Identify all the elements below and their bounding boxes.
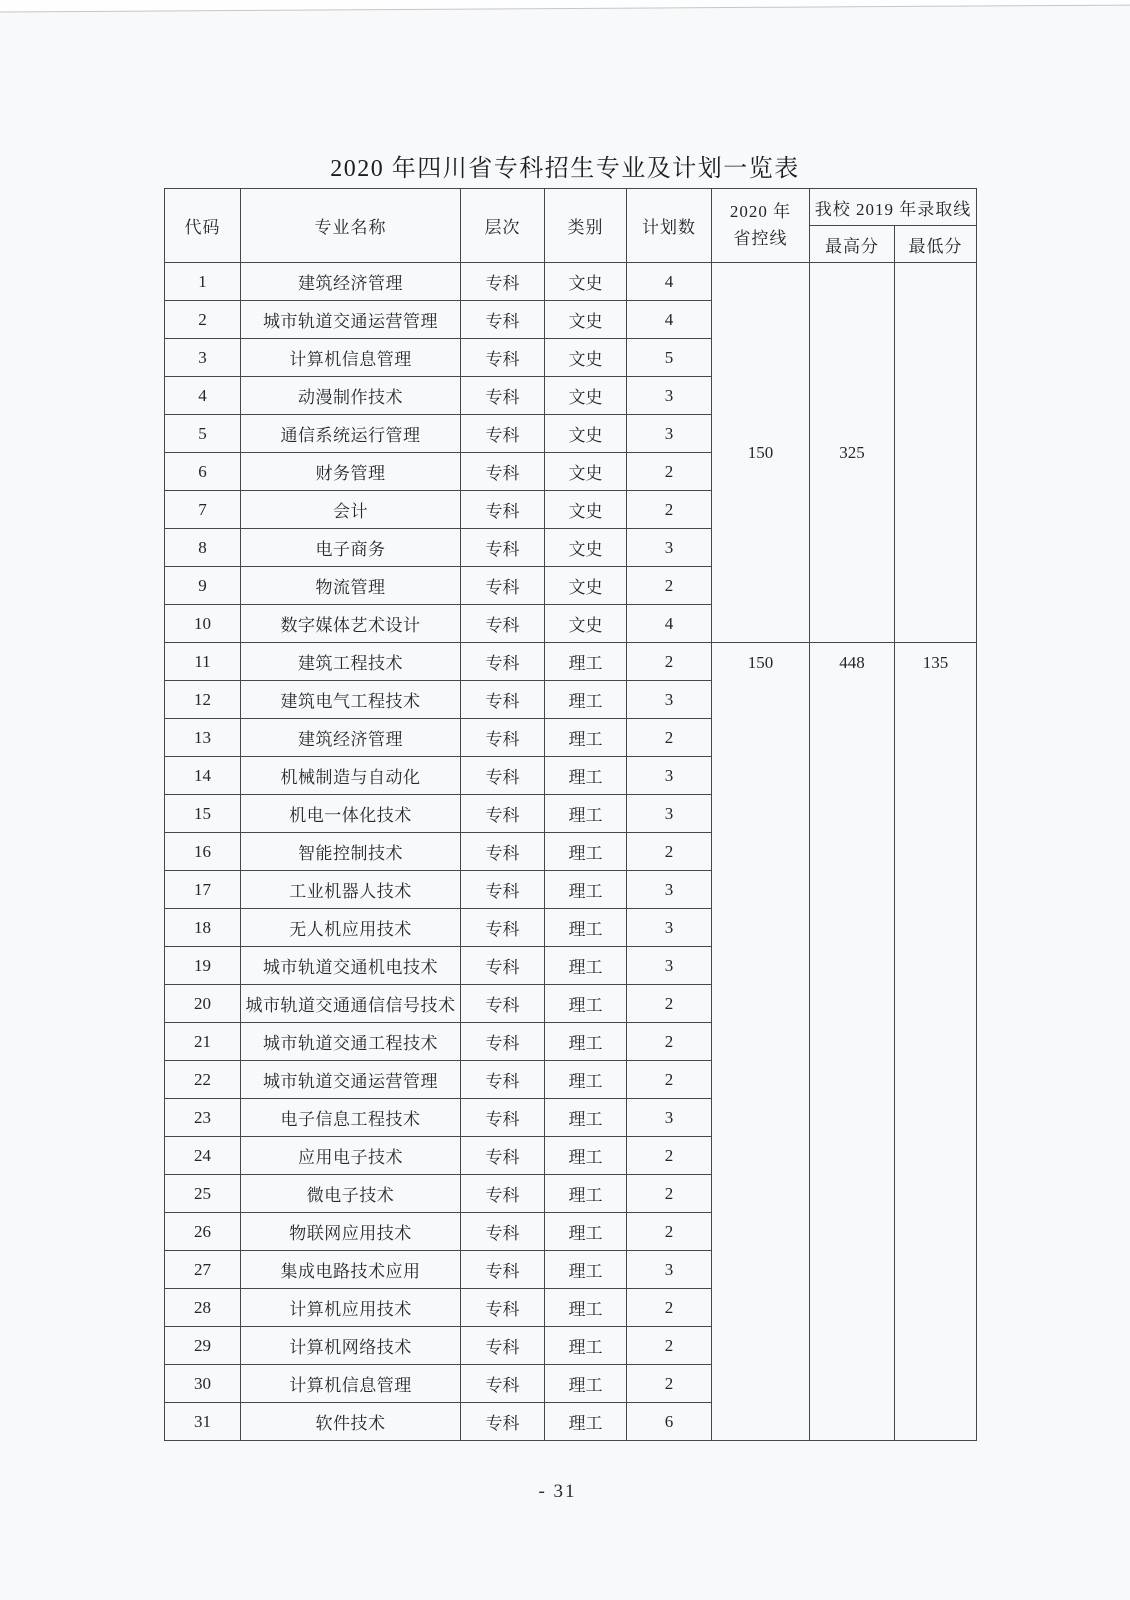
cell-code: 3 <box>165 339 241 377</box>
cell-plan: 2 <box>627 985 712 1023</box>
cell-category: 理工 <box>545 681 627 719</box>
cell-category: 理工 <box>545 947 627 985</box>
cell-category: 理工 <box>545 719 627 757</box>
cell-major: 计算机信息管理 <box>241 339 461 377</box>
cell-plan: 2 <box>627 453 712 491</box>
cell-plan: 3 <box>627 757 712 795</box>
cell-level: 专科 <box>461 719 545 757</box>
cell-code: 26 <box>165 1213 241 1251</box>
cell-major: 动漫制作技术 <box>241 377 461 415</box>
cell-major: 财务管理 <box>241 453 461 491</box>
cell-plan: 2 <box>627 643 712 681</box>
cell-major: 城市轨道交通工程技术 <box>241 1023 461 1061</box>
cell-category: 文史 <box>545 491 627 529</box>
cell-category: 理工 <box>545 1099 627 1137</box>
cell-category: 文史 <box>545 529 627 567</box>
cell-group-control_line: 150 <box>712 643 810 1441</box>
cell-major: 建筑电气工程技术 <box>241 681 461 719</box>
cell-code: 10 <box>165 605 241 643</box>
cell-major: 建筑经济管理 <box>241 263 461 301</box>
cell-category: 理工 <box>545 643 627 681</box>
cell-level: 专科 <box>461 1213 545 1251</box>
cell-major: 会计 <box>241 491 461 529</box>
cell-category: 理工 <box>545 1327 627 1365</box>
cell-plan: 3 <box>627 1251 712 1289</box>
cell-code: 24 <box>165 1137 241 1175</box>
cell-plan: 2 <box>627 1365 712 1403</box>
cell-code: 4 <box>165 377 241 415</box>
cell-plan: 3 <box>627 415 712 453</box>
cell-major: 计算机应用技术 <box>241 1289 461 1327</box>
cell-level: 专科 <box>461 1327 545 1365</box>
cell-level: 专科 <box>461 1137 545 1175</box>
cell-level: 专科 <box>461 909 545 947</box>
cell-level: 专科 <box>461 263 545 301</box>
cell-major: 应用电子技术 <box>241 1137 461 1175</box>
cell-major: 城市轨道交通机电技术 <box>241 947 461 985</box>
cell-code: 31 <box>165 1403 241 1441</box>
cell-level: 专科 <box>461 795 545 833</box>
cell-level: 专科 <box>461 567 545 605</box>
cell-category: 理工 <box>545 1251 627 1289</box>
cell-level: 专科 <box>461 605 545 643</box>
cell-code: 7 <box>165 491 241 529</box>
cell-major: 城市轨道交通运营管理 <box>241 301 461 339</box>
cell-major: 通信系统运行管理 <box>241 415 461 453</box>
cell-plan: 4 <box>627 263 712 301</box>
cell-code: 11 <box>165 643 241 681</box>
cell-level: 专科 <box>461 339 545 377</box>
cell-category: 理工 <box>545 1023 627 1061</box>
cell-code: 17 <box>165 871 241 909</box>
cell-plan: 2 <box>627 1175 712 1213</box>
cell-category: 文史 <box>545 415 627 453</box>
cell-major: 微电子技术 <box>241 1175 461 1213</box>
cell-category: 文史 <box>545 301 627 339</box>
cell-code: 18 <box>165 909 241 947</box>
header-control-line <box>712 189 810 263</box>
scan-edge-artifact <box>0 0 1130 13</box>
cell-plan: 3 <box>627 871 712 909</box>
cell-level: 专科 <box>461 1023 545 1061</box>
cell-major: 工业机器人技术 <box>241 871 461 909</box>
header-level: 层次 <box>461 189 545 263</box>
cell-code: 22 <box>165 1061 241 1099</box>
cell-plan: 3 <box>627 795 712 833</box>
cell-code: 6 <box>165 453 241 491</box>
table-row <box>165 263 977 301</box>
cell-code: 28 <box>165 1289 241 1327</box>
cell-category: 理工 <box>545 1213 627 1251</box>
cell-plan: 3 <box>627 529 712 567</box>
cell-major: 软件技术 <box>241 1403 461 1441</box>
cell-level: 专科 <box>461 1061 545 1099</box>
cell-plan: 5 <box>627 339 712 377</box>
cell-level: 专科 <box>461 871 545 909</box>
cell-group-min_score <box>895 263 977 643</box>
cell-level: 专科 <box>461 453 545 491</box>
cell-plan: 2 <box>627 567 712 605</box>
cell-major: 物联网应用技术 <box>241 1213 461 1251</box>
cell-level: 专科 <box>461 529 545 567</box>
cell-category: 文史 <box>545 605 627 643</box>
cell-code: 12 <box>165 681 241 719</box>
cell-major: 计算机信息管理 <box>241 1365 461 1403</box>
cell-plan: 4 <box>627 605 712 643</box>
cell-major: 建筑工程技术 <box>241 643 461 681</box>
cell-code: 16 <box>165 833 241 871</box>
cell-code: 8 <box>165 529 241 567</box>
cell-level: 专科 <box>461 1289 545 1327</box>
header-control-line-1: 2020 年 <box>729 202 792 222</box>
cell-code: 9 <box>165 567 241 605</box>
cell-category: 理工 <box>545 909 627 947</box>
cell-plan: 3 <box>627 681 712 719</box>
cell-level: 专科 <box>461 643 545 681</box>
cell-plan: 2 <box>627 1327 712 1365</box>
cell-major: 电子信息工程技术 <box>241 1099 461 1137</box>
cell-major: 建筑经济管理 <box>241 719 461 757</box>
cell-level: 专科 <box>461 833 545 871</box>
cell-code: 23 <box>165 1099 241 1137</box>
cell-level: 专科 <box>461 681 545 719</box>
cell-major: 电子商务 <box>241 529 461 567</box>
cell-level: 专科 <box>461 985 545 1023</box>
cell-code: 1 <box>165 263 241 301</box>
table-row <box>165 643 977 681</box>
cell-group-max_score: 448 <box>810 643 895 1441</box>
cell-category: 理工 <box>545 1289 627 1327</box>
cell-major: 数字媒体艺术设计 <box>241 605 461 643</box>
cell-level: 专科 <box>461 1365 545 1403</box>
cell-category: 文史 <box>545 567 627 605</box>
cell-major: 机电一体化技术 <box>241 795 461 833</box>
cell-level: 专科 <box>461 757 545 795</box>
cell-category: 理工 <box>545 1061 627 1099</box>
cell-major: 机械制造与自动化 <box>241 757 461 795</box>
cell-code: 2 <box>165 301 241 339</box>
header-admission-group: 我校 2019 年录取线 <box>810 189 977 226</box>
cell-code: 27 <box>165 1251 241 1289</box>
cell-category: 文史 <box>545 377 627 415</box>
cell-category: 理工 <box>545 795 627 833</box>
cell-category: 文史 <box>545 263 627 301</box>
cell-level: 专科 <box>461 1175 545 1213</box>
header-category: 类别 <box>545 189 627 263</box>
cell-code: 19 <box>165 947 241 985</box>
cell-category: 理工 <box>545 1403 627 1441</box>
cell-plan: 2 <box>627 1023 712 1061</box>
cell-level: 专科 <box>461 491 545 529</box>
cell-level: 专科 <box>461 1099 545 1137</box>
cell-code: 21 <box>165 1023 241 1061</box>
cell-major: 物流管理 <box>241 567 461 605</box>
cell-code: 14 <box>165 757 241 795</box>
cell-category: 文史 <box>545 453 627 491</box>
cell-plan: 2 <box>627 719 712 757</box>
cell-group-control_line: 150 <box>712 263 810 643</box>
cell-code: 15 <box>165 795 241 833</box>
cell-level: 专科 <box>461 1251 545 1289</box>
cell-plan: 3 <box>627 909 712 947</box>
cell-code: 29 <box>165 1327 241 1365</box>
header-code: 代码 <box>165 189 241 263</box>
cell-plan: 2 <box>627 1213 712 1251</box>
cell-major: 城市轨道交通运营管理 <box>241 1061 461 1099</box>
cell-plan: 4 <box>627 301 712 339</box>
header-major: 专业名称 <box>241 189 461 263</box>
cell-plan: 2 <box>627 491 712 529</box>
cell-plan: 2 <box>627 1137 712 1175</box>
cell-code: 25 <box>165 1175 241 1213</box>
table-header <box>165 189 977 263</box>
cell-plan: 2 <box>627 1289 712 1327</box>
cell-code: 30 <box>165 1365 241 1403</box>
header-control-line-2: 省控线 <box>733 228 788 248</box>
enrollment-plan-table <box>164 188 977 1441</box>
cell-major: 计算机网络技术 <box>241 1327 461 1365</box>
cell-category: 理工 <box>545 1175 627 1213</box>
cell-plan: 2 <box>627 833 712 871</box>
header-min-score: 最低分 <box>895 226 977 263</box>
cell-major: 集成电路技术应用 <box>241 1251 461 1289</box>
page-number: - 31 <box>538 1481 577 1502</box>
cell-category: 理工 <box>545 985 627 1023</box>
cell-group-max_score: 325 <box>810 263 895 643</box>
cell-level: 专科 <box>461 415 545 453</box>
cell-category: 理工 <box>545 871 627 909</box>
cell-plan: 6 <box>627 1403 712 1441</box>
cell-major: 智能控制技术 <box>241 833 461 871</box>
cell-level: 专科 <box>461 377 545 415</box>
header-max-score: 最高分 <box>810 226 895 263</box>
cell-plan: 3 <box>627 377 712 415</box>
cell-plan: 2 <box>627 1061 712 1099</box>
cell-level: 专科 <box>461 301 545 339</box>
cell-major: 城市轨道交通通信信号技术 <box>241 985 461 1023</box>
cell-category: 理工 <box>545 1137 627 1175</box>
cell-category: 理工 <box>545 1365 627 1403</box>
page-title: 2020 年四川省专科招生专业及计划一览表 <box>330 156 800 182</box>
cell-category: 理工 <box>545 757 627 795</box>
cell-plan: 3 <box>627 1099 712 1137</box>
cell-category: 文史 <box>545 339 627 377</box>
cell-level: 专科 <box>461 947 545 985</box>
cell-level: 专科 <box>461 1403 545 1441</box>
header-plan: 计划数 <box>627 189 712 263</box>
table-body <box>165 263 977 1441</box>
cell-plan: 3 <box>627 947 712 985</box>
cell-code: 20 <box>165 985 241 1023</box>
cell-group-min_score: 135 <box>895 643 977 1441</box>
cell-major: 无人机应用技术 <box>241 909 461 947</box>
cell-category: 理工 <box>545 833 627 871</box>
cell-code: 5 <box>165 415 241 453</box>
cell-code: 13 <box>165 719 241 757</box>
